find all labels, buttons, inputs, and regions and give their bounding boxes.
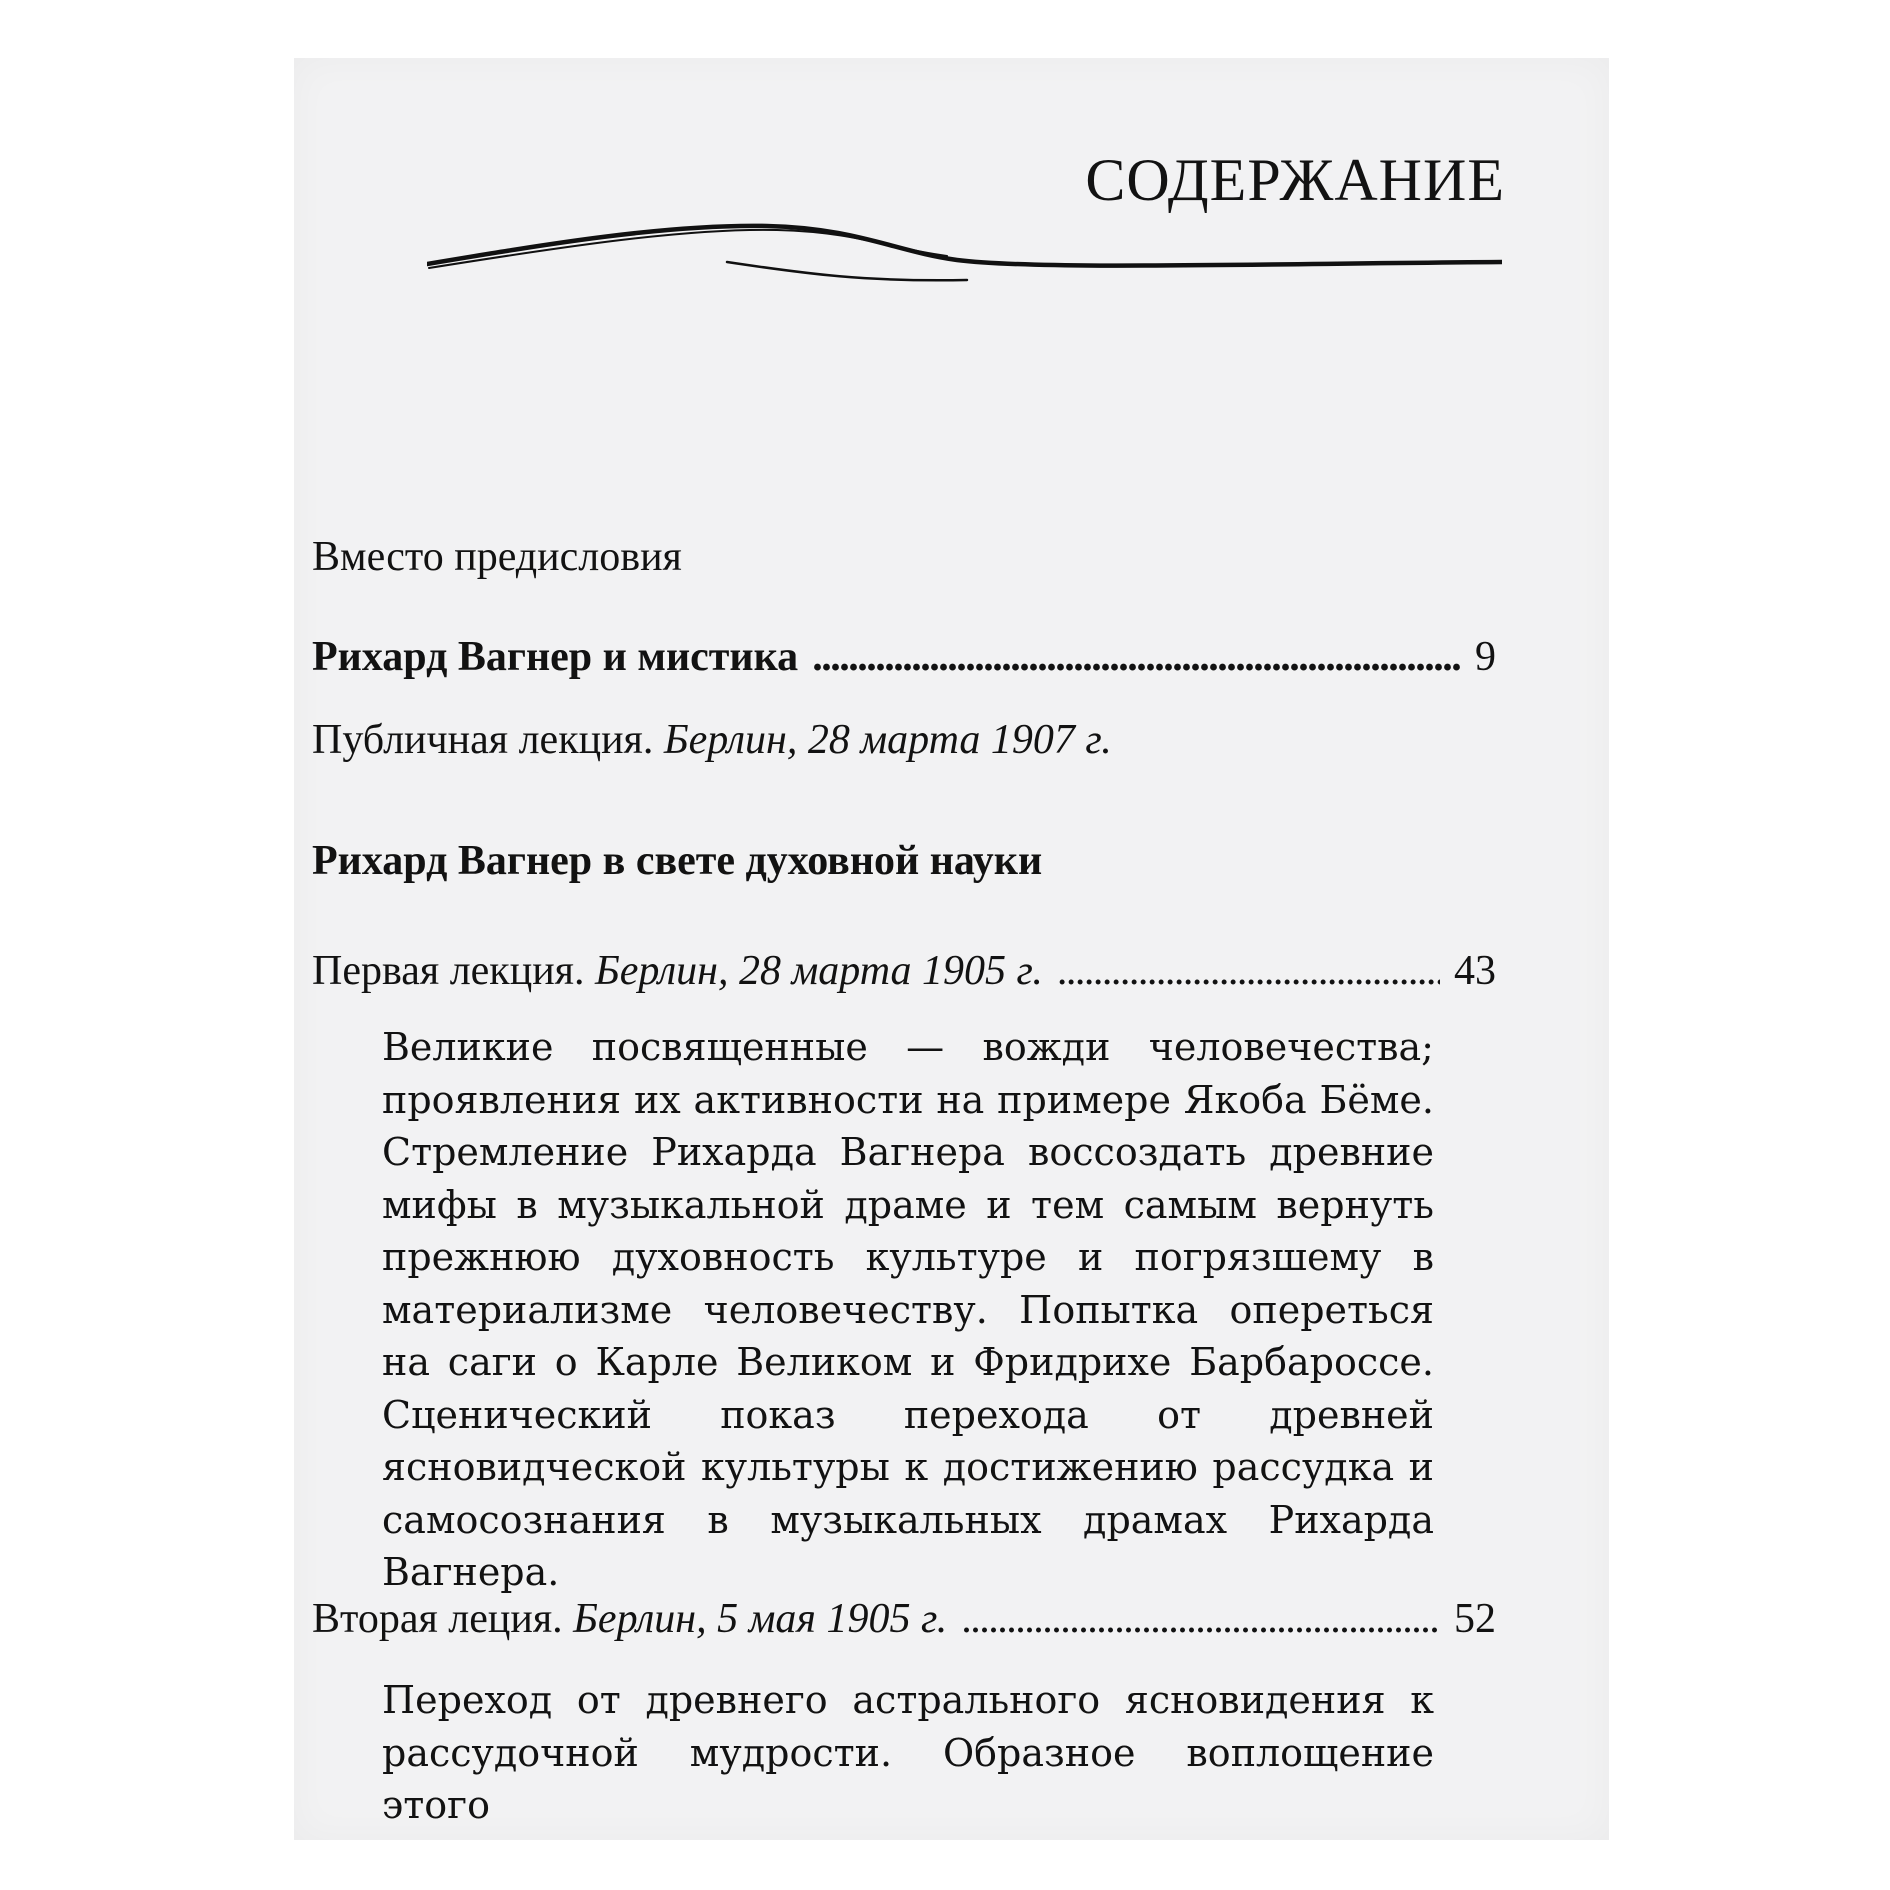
section1-page: 9 bbox=[1475, 634, 1496, 680]
lecture-label: Публичная лекция. bbox=[312, 717, 654, 763]
lecture1-summary: Великие посвященные — вожди человечества; проявления их активности на примере Якоба Бёме. Стремление Рихарда Вагнера воссоздать древние мифы в музыкальной драме и тем самым вернуть прежнюю духовность культуре и погрязшему в материализме человечеству. Попытка опереться на саги о Карле Великом и Фридрихе Барбароссе. Сценический показ перехода от древней ясновидческой культуры к достижению рассудка и самосознания в музыкальных драмах Рихарда Вагнера. bbox=[382, 1025, 1434, 1594]
leader-dots bbox=[1057, 950, 1440, 992]
lecture2-summary: Переход от древнего астрального ясновидения к рассудочной мудрости. Образное воплощение этого bbox=[382, 1678, 1434, 1827]
leader-dots bbox=[812, 636, 1461, 678]
toc-entry-section1-lecture[interactable] bbox=[312, 719, 1112, 761]
lecture2-label-group bbox=[312, 1598, 947, 1640]
lecture2-page: 52 bbox=[1454, 1596, 1496, 1642]
toc-entry-section1[interactable] bbox=[312, 636, 1496, 678]
book-page bbox=[294, 58, 1609, 1840]
page-title: СОДЕРЖАНИЕ bbox=[1085, 147, 1505, 213]
lecture2-label: Вторая леция. bbox=[312, 1596, 563, 1642]
lecture1-label: Первая лекция. bbox=[312, 948, 585, 994]
lecture-place-date: Берлин, 28 марта 1907 г. bbox=[663, 717, 1112, 763]
toc-entry-lecture2[interactable] bbox=[312, 1598, 1496, 1640]
lecture1-page: 43 bbox=[1454, 948, 1496, 994]
lecture2-place-date: Берлин, 5 мая 1905 г. bbox=[573, 1596, 948, 1642]
toc-entry-foreword[interactable]: Вместо предисловия bbox=[312, 534, 682, 580]
leader-dots bbox=[961, 1598, 1440, 1640]
section1-title: Рихард Вагнер и мистика bbox=[312, 634, 799, 680]
lecture1-place-date: Берлин, 28 марта 1905 г. bbox=[595, 948, 1043, 994]
toc-entry-section2[interactable]: Рихард Вагнер в свете духовной науки bbox=[312, 838, 1043, 884]
ornamental-swash bbox=[427, 182, 1502, 292]
toc-entry-lecture1[interactable] bbox=[312, 950, 1496, 992]
lecture1-label-group bbox=[312, 950, 1043, 992]
